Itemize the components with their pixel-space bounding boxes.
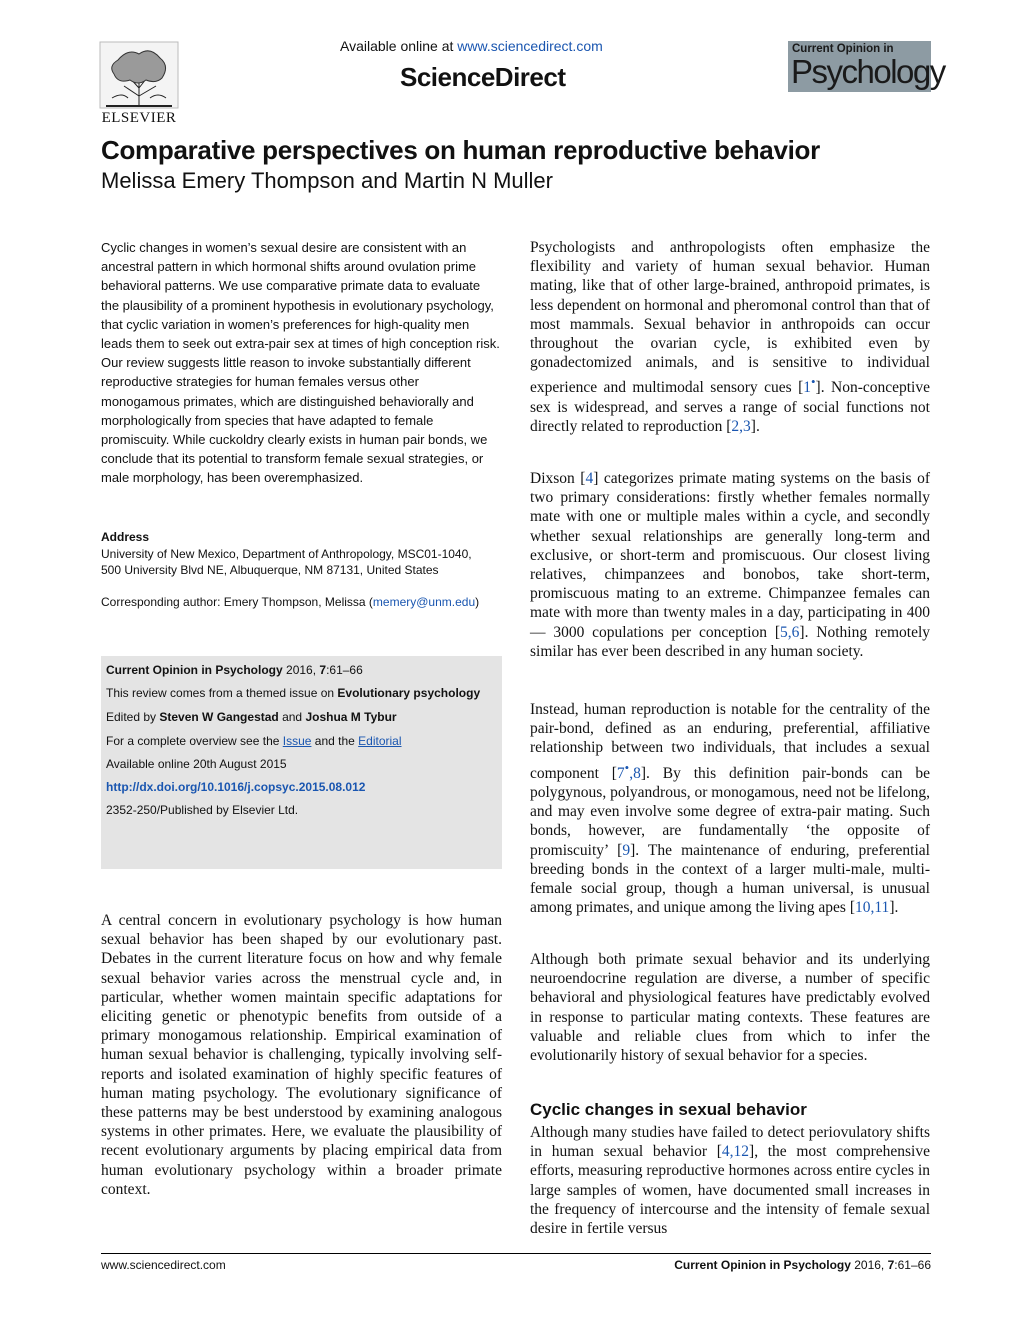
sciencedirect-link[interactable]: www.sciencedirect.com — [457, 38, 603, 54]
citation-link[interactable]: 10,11 — [855, 899, 890, 917]
citation-link[interactable]: 1 — [803, 379, 811, 397]
citation-link[interactable]: 4 — [585, 470, 594, 487]
article-title: Comparative perspectives on human reproductive behavior — [101, 135, 820, 165]
platform-title: ScienceDirect — [400, 62, 566, 92]
overview-line: For a complete overview see the Issue and the Editorial — [106, 734, 402, 748]
citation-link[interactable]: 9 — [622, 841, 631, 859]
citation-link[interactable]: 4,12 — [721, 1143, 750, 1161]
paragraph-pair-bond: Instead, human reproduction is notable for the centrality of the pair-bond, defined as an enduring, preferential, affiliative relationship between two individuals, that includes a sexual component [7•,8]. By this definition pair-bonds can be polygynous, polyandrous, or monogamous, need not be lifelong, and may even involve some degree of extra-pair mating. Such bonds, however, are fundamentally ‘the opposite of promiscuity’ [9]. The maintenance of enduring, preferential breeding bonds in the context of a larger multi-male, multi-female social group, though a human universal, is unusual among primates, and unique among the living apes [10,11]. — [530, 701, 930, 917]
address-line-2: 500 University Blvd NE, Albuquerque, NM 87131, United States — [101, 563, 439, 577]
editors-line: Edited by Steven W Gangestad and Joshua M Tybur — [106, 710, 397, 724]
footer-url[interactable]: www.sciencedirect.com — [101, 1258, 226, 1272]
footer-divider — [101, 1253, 931, 1254]
available-online-date: Available online 20th August 2015 — [106, 757, 287, 771]
intro-text-left — [101, 911, 502, 1199]
issue-link[interactable]: Issue — [282, 734, 312, 748]
citation-link[interactable]: ,8 — [629, 764, 641, 782]
paragraph-neuroendocrine: Although both primate sexual behavior and its underlying neuroendocrine regulation are diverse, a number of specific behavioral and physiological features have predictably evolved in response to particular mating contexts. These features are valuable and reliable clues from which to infer the evolutionarily history of sexual behavior for a species. — [530, 951, 930, 1065]
article-authors: Melissa Emery Thompson and Martin N Muller — [101, 168, 553, 193]
journal-badge — [788, 41, 945, 92]
corresponding-author: Corresponding author: Emery Thompson, Melissa (memery@unm.edu) — [101, 595, 480, 609]
paragraph: A central concern in evolutionary psychology is how human sexual behavior has been shaped by our evolutionary past. Debates in the current literature focus on how and why female sexual behavior varies across the menstrual cycle and, in particular, whether women maintain specific adaptations for eliciting genetic or phenotypic benefits from outside of a primary monogamous relationship. Empirical examination of human sexual behavior is challenging, typically involving self-reports and isolated examination of highly specific features of human mating psychology. The evolutionary significance of these patterns may be best understood by examining analogous systems in other primates. Here, we evaluate the plausibility of recent evolutionary arguments by placing empirical data from human evolutionary psychology within a broader primate context. — [101, 912, 502, 1198]
publisher-wordmark: ELSEVIER — [101, 110, 177, 126]
citation-link[interactable]: 7 — [616, 764, 625, 782]
paragraph-cyclic: Although many studies have failed to detect periovulatory shifts in human sexual behavior [4,12], the most comprehensive efforts, measuring reproductive hormones across entire cycles in large samples of women, have documented small increases in the frequency of intercourse and the intensity of female sexual desire in fertile versus — [530, 1124, 930, 1238]
abstract-text: Cyclic changes in women’s sexual desire are consistent with an ancestral pattern in which hormonal shifts around ovulation prime behavioral patterns. We use comparative primate data to evaluate the plausibility of a prominent hypothesis in evolutionary psychology, that cyclic variation in women’s preferences for high-quality men leads them to seek out extra-pair sex at times of high conception risk. Our review suggests little reason to invoke substantially different reproductive strategies for human females versus other monogamous primates, which are distinguished behaviorally and morphologically from species that have adapted to female promiscuity. While cuckoldry clearly exists in human pair bonds, we conclude that its potential to transform female sexual strategies, or male morphology, has been overemphasized. — [101, 240, 500, 486]
author-email-link[interactable]: memery@unm.edu — [372, 595, 476, 609]
citation-link[interactable]: 5,6 — [780, 623, 800, 641]
doi-link[interactable]: http://dx.doi.org/10.1016/j.copsyc.2015.08.012 — [106, 780, 366, 794]
themed-issue-line: This review comes from a themed issue on Evolutionary psychology — [106, 686, 481, 700]
paragraph-dixson: Dixson [4] categorizes primate mating systems on the basis of two primary considerations: firstly whether females normally mate with one or multiple males within a cycle, and secondly whether sexual relationships are generally long-term and exclusive, or short-term and promiscuous. Our closest living relatives, chimpanzees and bonobos, take short-term, promiscuous mating to an extreme. Chimpanzee females can mate with more than twenty males in a day, participating in 400 — 3000 copulations per conception [5,6]. Nothing remotely similar has ever been described in any human society. — [530, 470, 931, 660]
article-info-box — [101, 656, 502, 869]
section-heading: Cyclic changes in sexual behavior — [530, 1100, 807, 1119]
issn-line: 2352-250/Published by Elsevier Ltd. — [106, 803, 299, 817]
editorial-link[interactable]: Editorial — [358, 734, 402, 748]
address-line-1: University of New Mexico, Department of Anthropology, MSC01-1040, — [101, 547, 472, 561]
paragraph-flexibility: Psychologists and anthropologists often emphasize the flexibility and variety of human sexual behavior. Human mating, like that of other large-brained, anthropoid primates, is less dependent on hormonal and pheromonal control than that of most mammals. Sexual behavior in anthropoids can occur throughout the ovarian cycle, is exhibited even by gonadectomized animals, and is sensitive to individual experience and multimodal sensory cues [1•]. Non-conceptive sex is widespread, and serves a range of social functions not directly related to reproduction [2,3]. — [530, 239, 930, 435]
address-block — [101, 546, 511, 578]
footer-citation: Current Opinion in Psychology 2016, 7:61–66 — [674, 1258, 931, 1272]
journal-badge-top: Current Opinion in — [792, 43, 894, 55]
available-online-line: Available online at www.sciencedirect.com — [340, 38, 603, 54]
journal-badge-bottom: Psychology — [791, 53, 945, 90]
address-heading: Address — [101, 530, 150, 544]
citation-link[interactable]: 2,3 — [731, 417, 751, 435]
citation-line: Current Opinion in Psychology 2016, 7:61–66 — [106, 663, 363, 677]
